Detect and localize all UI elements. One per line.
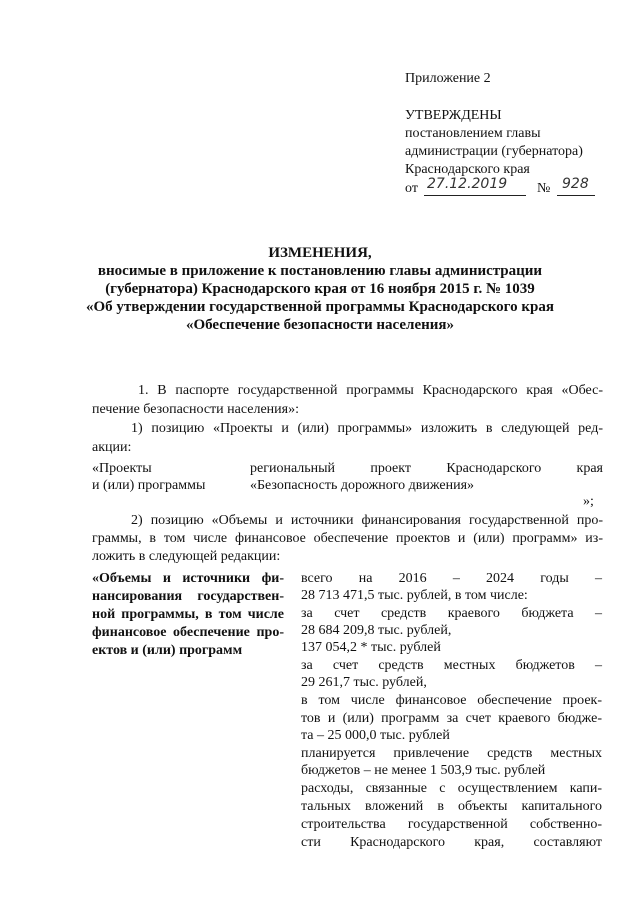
- table-label-line-2: нансирования государствен-: [92, 589, 284, 604]
- approved-line-3: Краснодарского края: [405, 162, 530, 177]
- date-underline: [424, 195, 526, 196]
- approved-line-2: администрации (губернатора): [405, 144, 583, 159]
- subtitle-line-1: вносимые в приложение к постановлению главы администрации: [97, 263, 543, 279]
- table-value-line-9: тов и (или) программ за счет краевого бюдже-: [301, 711, 602, 726]
- table-value-line-6: за счет средств местных бюджетов –: [301, 658, 602, 673]
- table-value-line-14: тальных вложений в объекты капитального: [301, 799, 602, 814]
- table-value-line-10: та – 25 000,0 тыс. рублей: [301, 728, 450, 743]
- subtitle-line-4: «Обеспечение безопасности населения»: [185, 317, 455, 333]
- paragraph-1-line-1: 1. В паспорте государственной программы Краснодарского края «Обес-: [138, 383, 603, 398]
- paragraph-3-line-3: ложить в следующей редакции:: [92, 549, 281, 564]
- appendix-title: Приложение 2: [405, 71, 491, 86]
- table-value-line-3: за счет средств краевого бюджета –: [301, 606, 602, 621]
- subtitle-line-2: (губернатора) Краснодарского края от 16 ноября 2015 г. № 1039: [105, 281, 535, 297]
- projects-value-line-2: «Безопасность дорожного движения»: [250, 478, 475, 493]
- table-value-line-16: сти Краснодарского края, составляют: [301, 835, 602, 850]
- table-value-line-2: 28 713 471,5 тыс. рублей, в том числе:: [301, 588, 528, 603]
- table-value-line-8: в том числе финансовое обеспечение проек-: [301, 693, 602, 708]
- document-title: ИЗМЕНЕНИЯ,: [268, 245, 372, 261]
- table-value-line-4: 28 684 209,8 тыс. рублей,: [301, 623, 452, 638]
- approved-label: УТВЕРЖДЕНЫ: [405, 108, 502, 123]
- table-label-line-1: «Объемы и источники фи-: [92, 571, 284, 586]
- table-value-line-15: строительства государственной собственно-: [301, 817, 602, 832]
- projects-value-line-1: региональный проект Краснодарского края: [250, 461, 603, 476]
- table-label-line-4: финансовое обеспечение про-: [92, 625, 284, 640]
- paragraph-3-line-2: граммы, в том числе финансовое обеспечение проектов и (или) программ» из-: [92, 531, 603, 546]
- table-value-line-13: расходы, связанные с осуществлением капи-: [301, 781, 602, 796]
- projects-label-line-1: «Проекты: [92, 461, 152, 476]
- table-value-line-11: планируется привлечение средств местных: [301, 746, 602, 761]
- table-value-line-12: бюджетов – не менее 1 503,9 тыс. рублей: [301, 763, 546, 778]
- approved-line-1: постановлением главы: [405, 126, 541, 141]
- paragraph-1-line-2: печение безопасности населения»:: [92, 402, 299, 417]
- number-underline: [557, 195, 595, 196]
- approval-number: 928: [562, 176, 589, 192]
- paragraph-3-line-1: 2) позицию «Объемы и источники финансирования государственной про-: [131, 513, 603, 528]
- table-value-line-1: всего на 2016 – 2024 годы –: [301, 571, 602, 586]
- paragraph-2-line-2: акции:: [92, 440, 132, 455]
- table-value-line-7: 29 261,7 тыс. рублей,: [301, 675, 427, 690]
- number-prefix: №: [537, 181, 551, 196]
- projects-label-line-2: и (или) программы: [92, 478, 206, 493]
- approval-date: 27.12.2019: [427, 176, 508, 192]
- table-label-line-3: ной программы, в том числе: [92, 607, 284, 622]
- paragraph-2-line-1: 1) позицию «Проекты и (или) программы» изложить в следующей ред-: [131, 421, 603, 436]
- table-label-line-5: ектов и (или) программ: [92, 643, 243, 658]
- projects-end-quote: »;: [583, 494, 594, 509]
- table-value-line-5: 137 054,2 * тыс. рублей: [301, 640, 441, 655]
- date-prefix: от: [405, 181, 418, 196]
- subtitle-line-3: «Об утверждении государственной программы Краснодарского края: [86, 299, 554, 315]
